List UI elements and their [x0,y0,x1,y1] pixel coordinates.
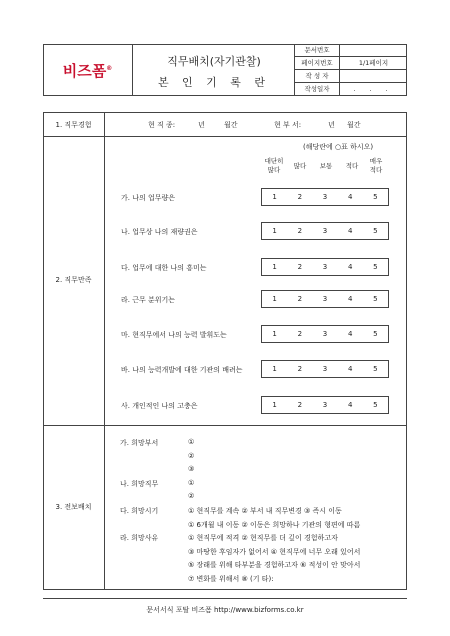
question-label: 마. 현직무에서 나의 능력 발휘도는 [121,331,227,339]
current-department-label: 현 부 서: [274,121,302,129]
transfer-item-label: 라. 희망사유 [120,534,159,543]
question-label: 가. 나의 업무량은 [121,194,176,202]
month-unit: 월간 [347,121,361,129]
rating-option[interactable]: 2 [297,330,303,338]
rating-option[interactable]: 3 [322,227,328,235]
rating-option[interactable]: 4 [347,295,353,303]
section2-label: 2. 직무만족 [55,276,92,284]
meta-row-date [295,83,407,96]
rating-option[interactable]: 4 [347,193,353,201]
rating-scale [261,188,389,206]
rating-scale [261,222,389,240]
transfer-option-text: ① 현직무를 계속 ② 부서 내 직무변경 ③ 즉시 이동 [188,507,342,515]
month-unit: 월간 [224,121,238,129]
meta-row-page-number [295,57,407,70]
meta-row-author [295,70,407,83]
rating-option[interactable]: 1 [272,227,277,235]
transfer-item-label: 가. 희망부서 [120,439,159,447]
rating-option[interactable]: 5 [373,263,378,271]
rating-option[interactable]: 3 [322,193,328,201]
footer-text: 문서서식 포탈 비즈폼 http://www.bizforms.co.kr [146,606,304,614]
column-divider [104,112,105,590]
rating-option[interactable]: 2 [297,365,303,373]
rating-option[interactable]: 3 [322,365,328,373]
rating-option[interactable]: 3 [322,401,328,409]
meta-value: 1/1페이지 [358,59,389,67]
rating-option[interactable]: 2 [297,263,303,271]
rating-option[interactable]: 5 [373,193,378,201]
rating-option[interactable]: 5 [373,295,378,303]
rating-option[interactable]: 2 [297,193,303,201]
transfer-option-text: ① [188,438,195,446]
transfer-option-text: ③ 마땅한 후임자가 없어서 ④ 현직무에 너무 오래 있어서 [188,547,361,556]
row-divider [43,425,407,426]
meta-row-doc-number [295,44,407,57]
transfer-item-label: 나. 희망직무 [120,479,159,488]
rating-option[interactable]: 1 [272,193,277,201]
scale-header: 보통 [319,162,333,170]
transfer-item-label: 다. 희망시기 [120,507,159,515]
rating-option[interactable]: 4 [347,330,353,338]
meta-label: 작성일자 [295,83,340,96]
current-position-label: 현 직 종: [148,121,176,129]
rating-option[interactable]: 4 [347,365,353,373]
meta-value [340,44,407,57]
rating-option[interactable]: 5 [373,401,378,409]
section3-label: 3. 전보배치 [55,503,92,511]
rating-option[interactable]: 3 [322,330,328,338]
document-subtitle: 본 인 기 록 란 [157,76,271,89]
logo-cell [43,44,133,96]
rating-scale [261,258,389,276]
bizforms-logo: 비즈폼® [62,61,113,80]
transfer-option-text: ① [188,478,195,487]
rating-option[interactable]: 5 [373,330,378,338]
scale-header: 적다 [345,162,359,170]
scale-header: 매우 적다 [369,157,383,174]
transfer-option-text: ⑤ 장래를 위해 타부분을 경험하고자 ⑥ 적성이 안 맞아서 [188,561,361,570]
transfer-option-text: ② [188,492,195,501]
rating-scale [261,360,389,378]
transfer-option-text: ① 6개월 내 이동 ② 이동은 희망하나 기관의 형편에 따름 [188,520,361,529]
meta-label: 페이지번호 [295,57,340,70]
rating-option[interactable]: 3 [322,263,328,271]
rating-option[interactable]: 1 [272,330,277,338]
rating-option[interactable]: 5 [373,227,378,235]
title-cell [133,44,295,96]
question-label: 바. 나의 능력개발에 대한 기관의 배려는 [121,366,243,374]
main-table [43,112,407,590]
scale-header: 많다 [293,162,307,170]
transfer-option-text: ② [188,451,195,460]
document-title: 직무배치(자기관찰) [167,55,261,68]
rating-option[interactable]: 1 [272,365,277,373]
scale-header: 대단히 많다 [264,157,284,174]
rating-option[interactable]: 2 [297,227,303,235]
rating-scale [261,290,389,308]
meta-value [340,70,407,83]
meta-label: 작 성 자 [295,70,340,83]
footer-divider [43,598,407,599]
rating-option[interactable]: 1 [272,401,277,409]
rating-option[interactable]: 1 [272,263,277,271]
rating-option[interactable]: 4 [347,263,353,271]
rating-scale [261,325,389,343]
section1-label: 1. 직무경험 [55,121,92,129]
rating-option[interactable]: 1 [272,295,277,303]
year-unit: 년 [328,121,335,129]
rating-option[interactable]: 3 [322,295,328,303]
instruction: (해당란에 ○표 하시오) [303,143,374,151]
meta-label: 문서번호 [295,44,340,57]
rating-option[interactable]: 5 [373,365,378,373]
transfer-option-text: ⑦ 변화를 위해서 ⑧ (기 타): [188,575,274,583]
question-label: 나. 업무상 나의 재량권은 [121,228,198,236]
question-label: 다. 업무에 대한 나의 흥미는 [121,264,207,272]
rating-option[interactable]: 2 [297,401,303,409]
question-label: 라. 근무 분위기는 [121,296,176,304]
rating-scale [261,396,389,414]
rating-option[interactable]: 4 [347,401,353,409]
transfer-option-text: ③ [188,465,195,474]
row-divider [43,136,407,137]
rating-option[interactable]: 2 [297,295,303,303]
meta-value: . . . [353,85,394,93]
transfer-option-text: ① 현직무에 적격 ② 현직무를 더 깊이 경험하고자 [188,534,338,543]
year-unit: 년 [198,121,205,129]
question-label: 사. 개인적인 나의 고충은 [121,402,198,410]
rating-option[interactable]: 4 [347,227,353,235]
